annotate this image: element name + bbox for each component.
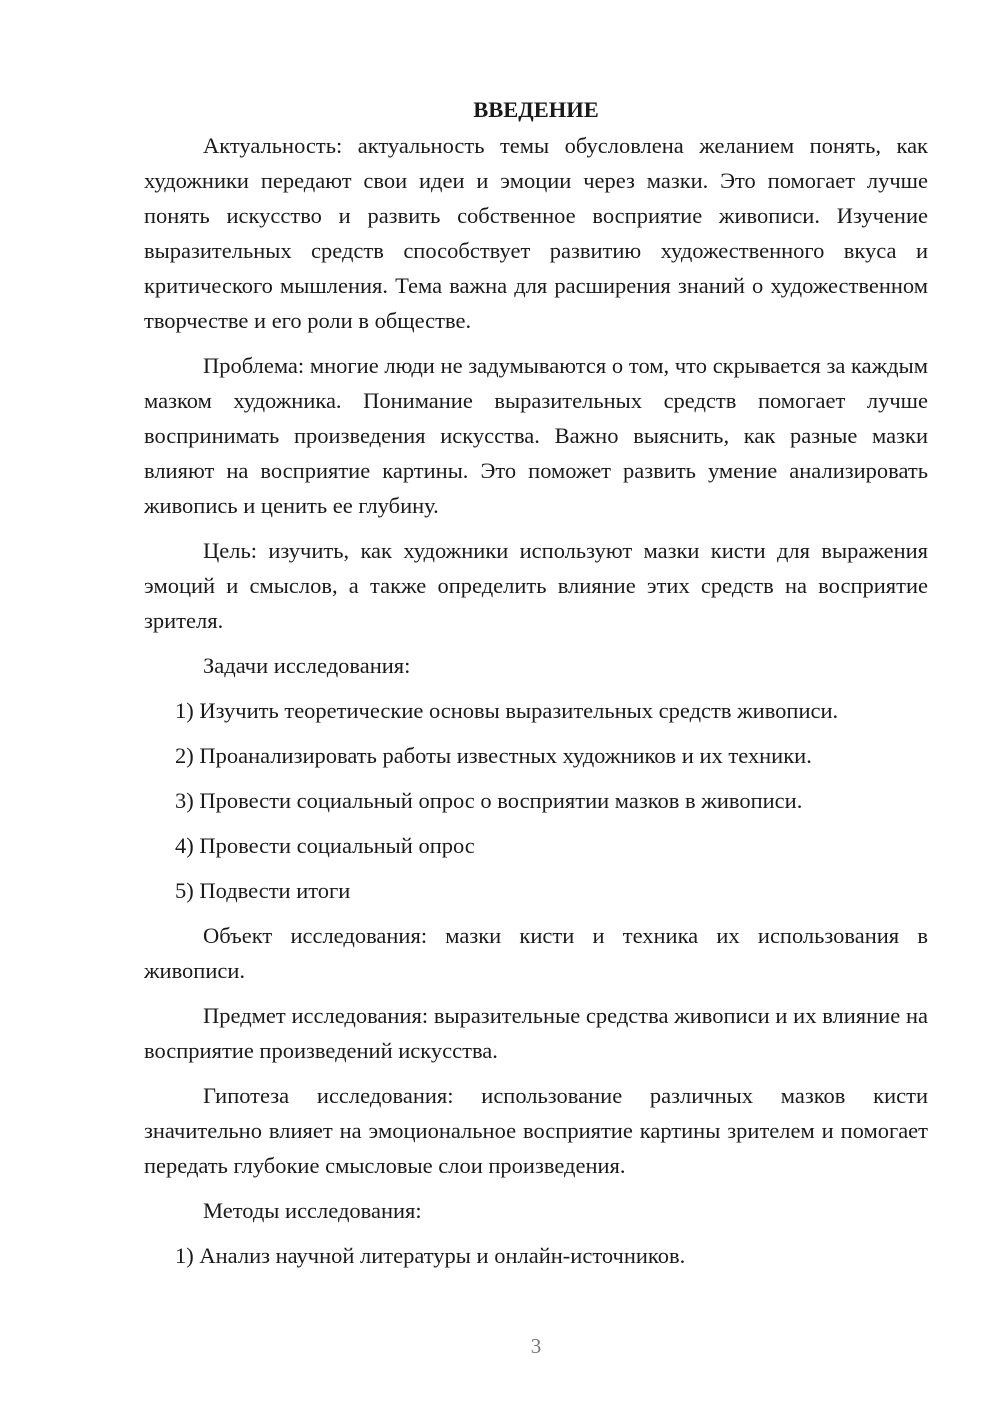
list-item: 1) Анализ научной литературы и онлайн-источников.	[175, 1243, 686, 1268]
paragraph-relevance: Актуальность: актуальность темы обусловлена желанием понять, как художники передают свои идеи и эмоции через мазки. Это помогает лучше понять искусство и развить собственное восприятие живописи. Изучение выразительных средств способствует развитию художественного вкуса и критического мышления. Тема важна для расширения знаний о художественном творчестве и его роли в обществе.	[144, 133, 928, 333]
paragraph-hypothesis: Гипотеза исследования: использование различных мазков кисти значительно влияет на эмоциональное восприятие картины зрителем и помогает передать глубокие смысловые слои произведения.	[144, 1083, 928, 1178]
methods-title: Методы исследования:	[203, 1198, 422, 1223]
list-item: 3) Провести социальный опрос о восприятии мазков в живописи.	[175, 788, 803, 813]
page-title: ВВЕДЕНИЕ	[473, 97, 599, 122]
paragraph-problem: Проблема: многие люди не задумываются о том, что скрывается за каждым мазком художника. Понимание выразительных средств помогает лучше воспринимать произведения искусства. Важно выяснить, как разные мазки влияют на восприятие картины. Это поможет развить умение анализировать живопись и ценить ее глубину.	[144, 353, 928, 518]
page-content	[144, 92, 928, 1273]
paragraph-goal: Цель: изучить, как художники используют мазки кисти для выражения эмоций и смыслов, а также определить влияние этих средств на восприятие зрителя.	[144, 538, 928, 633]
list-item: 5) Подвести итоги	[175, 878, 351, 903]
list-item: 1) Изучить теоретические основы выразительных средств живописи.	[175, 698, 839, 723]
paragraph-subject: Предмет исследования: выразительные средства живописи и их влияние на восприятие произведений искусства.	[144, 1003, 928, 1063]
tasks-title: Задачи исследования:	[203, 653, 411, 678]
list-item: 4) Провести социальный опрос	[175, 833, 475, 858]
list-item: 2) Проанализировать работы известных художников и их техники.	[175, 743, 812, 768]
page-number: 3	[530, 1334, 542, 1358]
paragraph-object: Объект исследования: мазки кисти и техника их использования в живописи.	[144, 923, 928, 983]
